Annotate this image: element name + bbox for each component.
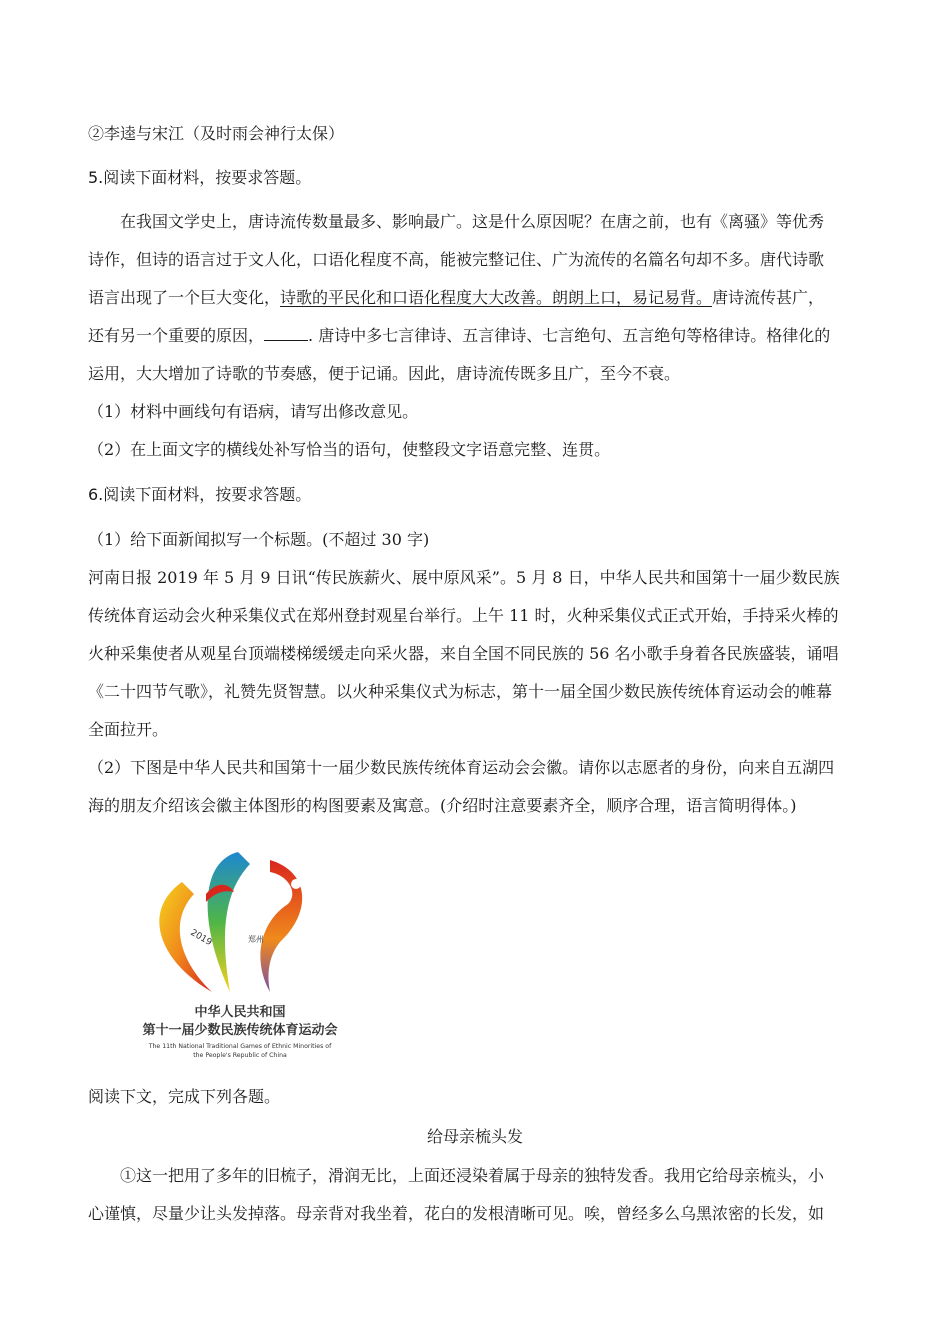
emblem-games-name: 第十一届少数民族传统体育运动会 bbox=[142, 1023, 338, 1038]
emblem-english-line-1: The 11th National Traditional Games of Ethnic Minorities of bbox=[148, 1043, 332, 1050]
answer-line: ②李逵与宋江（及时雨会神行太保） bbox=[88, 124, 345, 143]
sub-question: （1）材料中画线句有语病，请写出修改意见。 bbox=[88, 402, 419, 421]
passage-text: 语言出现了一个巨大变化， bbox=[88, 288, 281, 307]
passage-text: . 唐诗中多七言律诗、五言律诗、七言绝句、五言绝句等格律诗。格律化的 bbox=[308, 326, 831, 345]
emblem-english-line-2: the People's Republic of China bbox=[193, 1052, 287, 1059]
blue-dragon-ribbon bbox=[208, 852, 250, 992]
passage-line bbox=[88, 326, 830, 346]
sub-question: （1）给下面新闻拟写一个标题。(不超过 30 字) bbox=[88, 530, 430, 549]
passage-line: 诗作，但诗的语言过于文人化，口语化程度不高，能被完整记住、广为流传的名篇名句却不多。唐代诗歌 bbox=[88, 250, 825, 269]
news-line: 火种采集使者从观星台顶端楼梯缓缓走向采火器，来自全国不同民族的 56 名小歌手身着各民族盛装，诵唱 bbox=[88, 644, 839, 663]
news-line: 《二十四节气歌》，礼赞先贤智慧。以火种采集仪式为标志，第十一届全国少数民族传统体育运动会的帷幕 bbox=[88, 682, 833, 701]
sub-question: （2）在上面文字的横线处补写恰当的语句，使整段文字语意完整、连贯。 bbox=[88, 440, 611, 459]
article-title: 给母亲梳头发 bbox=[426, 1127, 523, 1146]
emblem-country-name: 中华人民共和国 bbox=[194, 1005, 286, 1020]
emblem-city: 郑州 bbox=[248, 935, 264, 944]
reading-instruction: 阅读下文，完成下列各题。 bbox=[88, 1087, 281, 1106]
article-line: ①这一把用了多年的旧梳子，滑润无比，上面还浸染着属于母亲的独特发香。我用它给母亲梳头，小 bbox=[120, 1166, 825, 1185]
underlined-sentence: 诗歌的平民化和口语化程度大大改善。朗朗上口，易记易背。 bbox=[280, 288, 713, 307]
news-line: 全面拉开。 bbox=[88, 720, 169, 739]
passage-line: 运用，大大增加了诗歌的节奏感，便于记诵。因此，唐诗流传既多且广，至今不衰。 bbox=[88, 364, 681, 383]
news-line: 传统体育运动会火种采集仪式在郑州登封观星台举行。上午 11 时，火种采集仪式正式开始，手持采火棒的 bbox=[88, 606, 839, 625]
question-6-heading: 6.阅读下面材料，按要求答题。 bbox=[88, 485, 312, 504]
news-line: 河南日报 2019 年 5 月 9 日讯“传民族薪火、展中原风采”。5 月 8 日，中华人民共和国第十一届少数民族 bbox=[88, 568, 840, 587]
passage-line: 在我国文学史上，唐诗流传数量最多、影响最广。这是什么原因呢？在唐之前，也有《离骚》等优秀 bbox=[120, 212, 825, 231]
passage-text: 唐诗流传甚广， bbox=[712, 288, 825, 307]
article-line: 心谨慎，尽量少让头发掉落。母亲背对我坐着，花白的发根清晰可见。唉，曾经多么乌黑浓密的长发，如 bbox=[88, 1204, 825, 1223]
passage-text: 还有另一个重要的原因， bbox=[88, 326, 265, 345]
games-emblem bbox=[120, 842, 360, 1064]
dragon-eye bbox=[291, 879, 301, 889]
fill-in-blank bbox=[264, 326, 308, 341]
passage-line bbox=[88, 288, 824, 308]
sub-question: （2）下图是中华人民共和国第十一届少数民族传统体育运动会会徽。请你以志愿者的身份，向来自五湖四 bbox=[88, 758, 835, 777]
sub-question: 海的朋友介绍该会徽主体图形的构图要素及寓意。(介绍时注意要素齐全，顺序合理，语言简明得体。) bbox=[88, 796, 797, 815]
emblem-year: 2019 bbox=[188, 927, 214, 949]
question-5-heading: 5.阅读下面材料，按要求答题。 bbox=[88, 168, 312, 187]
